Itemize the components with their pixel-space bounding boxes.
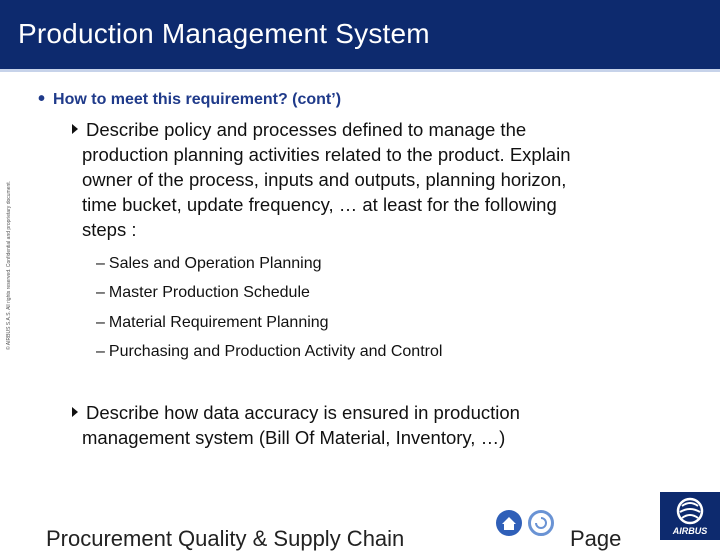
bullet-line: time bucket, update frequency, … at least for the following: [82, 194, 557, 215]
bullet-line: owner of the process, inputs and outputs, planning horizon,: [82, 169, 567, 190]
sub-item-text: Purchasing and Production Activity and Control: [108, 343, 443, 360]
sub-item: [96, 255, 322, 273]
sub-item: [96, 284, 310, 302]
sub-item-text: Sales and Operation Planning: [108, 255, 322, 272]
sub-item-text: Master Production Schedule: [108, 284, 310, 301]
bullet-line: [72, 117, 571, 142]
section-heading: [38, 88, 341, 111]
bullet-item-2: [72, 400, 520, 450]
bullet-item-1: [72, 117, 571, 242]
copyright-note: © AIRBUS S.A.S. All rights reserved. Confidential and proprietary document.: [6, 180, 12, 350]
airbus-logo-icon: [672, 496, 708, 526]
back-icon[interactable]: [528, 510, 554, 536]
triangle-bullet-icon: [72, 407, 78, 417]
sub-item: [96, 314, 329, 332]
bullet-line: management system (Bill Of Material, Inventory, …): [82, 427, 506, 448]
sub-item-text: Material Requirement Planning: [108, 314, 329, 331]
dash-icon: –: [96, 284, 105, 301]
bullet-text: Describe how data accuracy is ensured in production: [86, 402, 520, 423]
section-heading-text: How to meet this requirement? (cont’): [53, 91, 342, 108]
airbus-logo: [660, 492, 720, 540]
bullet-line: production planning activities related to the product. Explain: [82, 144, 571, 165]
footer-department: Procurement Quality & Supply Chain: [46, 526, 405, 551]
dash-icon: –: [96, 314, 105, 331]
page-title: Production Management System: [18, 18, 430, 49]
logo-text: AIRBUS: [672, 526, 708, 536]
footer-page-label: Page: [570, 526, 622, 551]
bullet-line: [72, 400, 520, 425]
home-icon[interactable]: [496, 510, 522, 536]
dash-icon: –: [96, 343, 105, 360]
title-bar: [0, 0, 720, 72]
bullet-line: steps :: [82, 219, 137, 240]
triangle-bullet-icon: [72, 124, 78, 134]
bullet-dot-icon: •: [38, 88, 46, 110]
dash-icon: –: [96, 255, 105, 272]
bullet-text: Describe policy and processes defined to manage the: [86, 119, 527, 140]
sub-item: [96, 343, 442, 361]
